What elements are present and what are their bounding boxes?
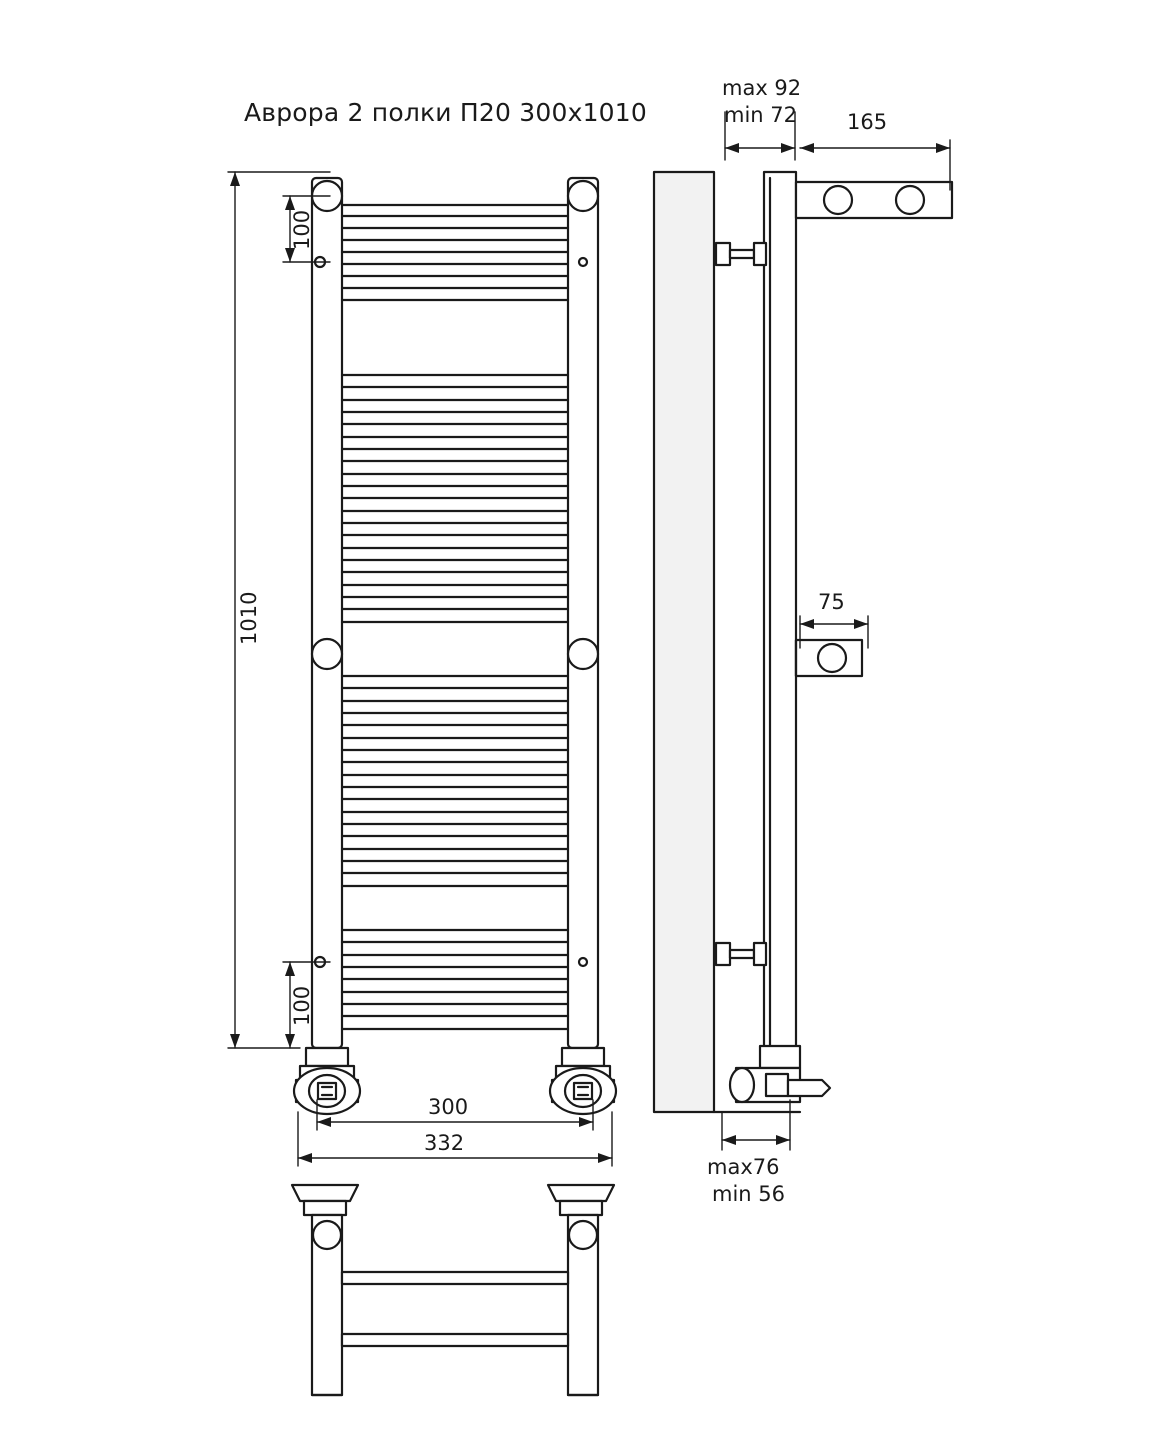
bottom-fitting-left bbox=[294, 1048, 360, 1114]
dim-width-inner: 300 bbox=[428, 1095, 469, 1119]
wall-bracket-lower bbox=[716, 943, 766, 965]
dim-shelf-length: 165 bbox=[847, 110, 888, 134]
wall-bracket-upper bbox=[716, 243, 766, 265]
dim-height-total: 1010 bbox=[237, 591, 261, 645]
top-view bbox=[292, 1185, 614, 1395]
dimension-lines-side bbox=[722, 112, 950, 1150]
dim-connection-max: max76 bbox=[707, 1155, 780, 1179]
dim-top-offset: 100 bbox=[290, 209, 314, 250]
front-view bbox=[294, 178, 616, 1114]
dim-bottom-offset: 100 bbox=[290, 985, 314, 1026]
dim-bracket-offset: 75 bbox=[818, 590, 845, 614]
page-title: Аврора 2 полки П20 300х1010 bbox=[244, 98, 647, 127]
side-view bbox=[654, 172, 952, 1112]
dim-connection-min: min 56 bbox=[712, 1182, 785, 1206]
bottom-connection bbox=[714, 1046, 830, 1112]
shelf-bracket-middle bbox=[796, 640, 862, 676]
bottom-fitting-right bbox=[550, 1048, 616, 1114]
dim-depth-max: max 92 bbox=[722, 76, 802, 100]
dim-depth-min: min 72 bbox=[724, 103, 797, 127]
dim-width-outer: 332 bbox=[424, 1131, 465, 1155]
